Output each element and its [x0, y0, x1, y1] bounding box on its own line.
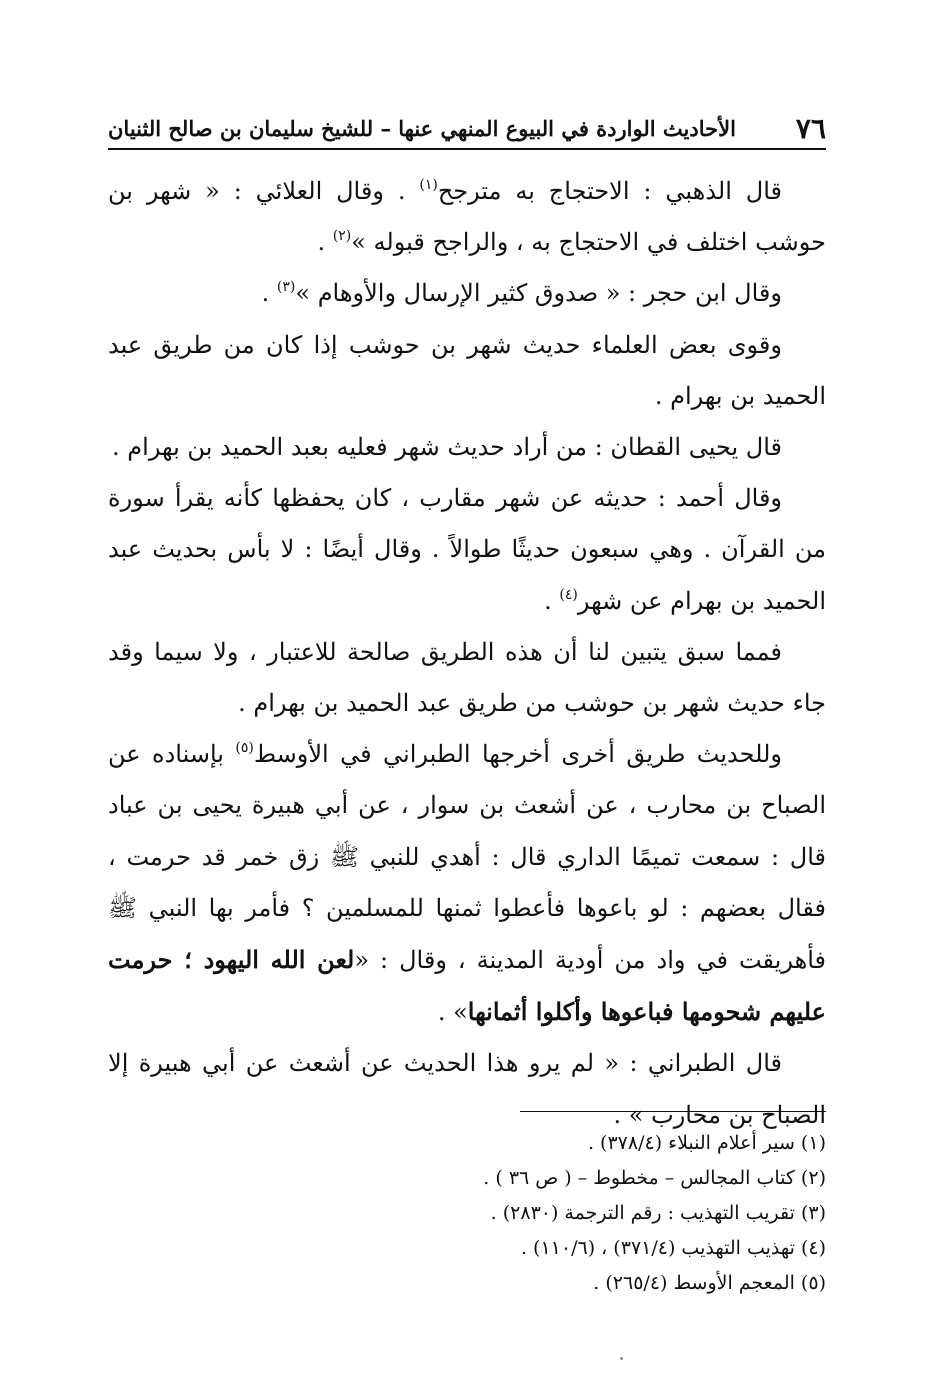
paragraph-strengthening: وقوى بعض العلماء حديث شهر بن حوشب إذا كان من طريق عبد الحميد بن بهرام . [108, 330, 826, 410]
text-run: وقال أحمد : حديثه عن شهر مقارب ، كان يحفظها كأنه يقرأ سورة من القرآن . وهي سبعون حديثًا طوالاً . وقال أيضًا : لا بأس بحديث عبد الحميد بن بهرام عن شهر [108, 484, 826, 615]
footnote-ref-5: (٥) [235, 740, 254, 757]
text-run: . وقال العلائي : « شهر بن حوشب اختلف في الاحتجاج به ، والراجح قبوله » [108, 177, 826, 257]
footnote-2: (٢) كتاب المجالس – مخطوط – ( ص ٣٦ ) . [483, 1167, 826, 1189]
hadith-quote: لعن الله اليهود ؛ حرمت عليهم شحومها فباعوها وأكلوا أثمانها [108, 945, 826, 1027]
paragraph-ahmad [108, 473, 826, 627]
paragraph-qattan: قال يحيى القطان : من أراد حديث شهر فعليه بعبد الحميد بن بهرام . [112, 433, 782, 462]
footnote-5: (٥) المعجم الأوسط (٢٦٥/٤) . [593, 1272, 826, 1294]
footnote-1: (١) سير أعلام النبلاء (٣٧٨/٤) . [587, 1132, 826, 1154]
main-text [108, 166, 826, 1141]
footnote-ref-3: (٣) [276, 279, 296, 296]
text-run: وقال ابن حجر : « صدوق كثير الإرسال والأوهام » [295, 279, 782, 308]
text-run: . [317, 228, 326, 257]
footnote-4: (٤) تهذيب التهذيب (٣٧١/٤) ، (١١٠/٦) . [520, 1237, 826, 1259]
page-number: ٧٦ [795, 112, 826, 145]
text-run: بإسناده عن الصباح بن محارب ، عن أشعث بن سوار ، عن أبي هبيرة يحيى بن عباد قال : سمعت تميمًا الداري قال : أهدي للنبي ﷺ زق خمر قد حرمت ، فقال بعضهم : لو باعوها فأعطوا ثمنها للمسلمين ؟ فأمر بها النبي ﷺ فأهريقت في واد من أودية المدينة ، وقال : « [108, 740, 827, 975]
text-run: . [544, 586, 552, 615]
text-run: » . [437, 998, 468, 1027]
footnote-3: (٣) تقريب التهذيب : رقم الترجمة (٢٨٣٠) . [490, 1202, 826, 1224]
running-title: الأحاديث الواردة في البيوع المنهي عنها – للشيخ سليمان بن صالح الثنيان [108, 116, 736, 141]
footnote-ref-2: (٢) [332, 228, 352, 245]
footnote-ref-4: (٤) [559, 586, 578, 603]
scan-speck [620, 1357, 623, 1360]
paragraph-tabarani-hadith [108, 729, 826, 1038]
text-run: وللحديث طريق أخرى أخرجها الطبراني في الأوسط [253, 740, 782, 769]
paragraph-conclusion: فمما سبق يتبين لنا أن هذه الطريق صالحة للاعتبار ، ولا سيما وقد جاء حديث شهر بن حوشب من طريق عبد الحميد بن بهرام . [108, 637, 826, 718]
footnote-rule [520, 1111, 826, 1112]
paragraph-tabarani-comment: قال الطبراني : « لم يرو هذا الحديث عن أشعث عن أبي هبيرة إلا الصباح بن محارب » . [108, 1049, 826, 1129]
footnotes [108, 1126, 826, 1301]
footnote-ref-1: (١) [419, 177, 438, 193]
text-run: . [261, 279, 270, 308]
page-header [108, 110, 826, 150]
header-rule [108, 148, 826, 150]
paragraph-dhahabi-alai [108, 166, 826, 268]
text-run: قال الذهبي : الاحتجاج به مترجح [437, 177, 782, 205]
paragraph-ibn-hajar [108, 268, 826, 319]
